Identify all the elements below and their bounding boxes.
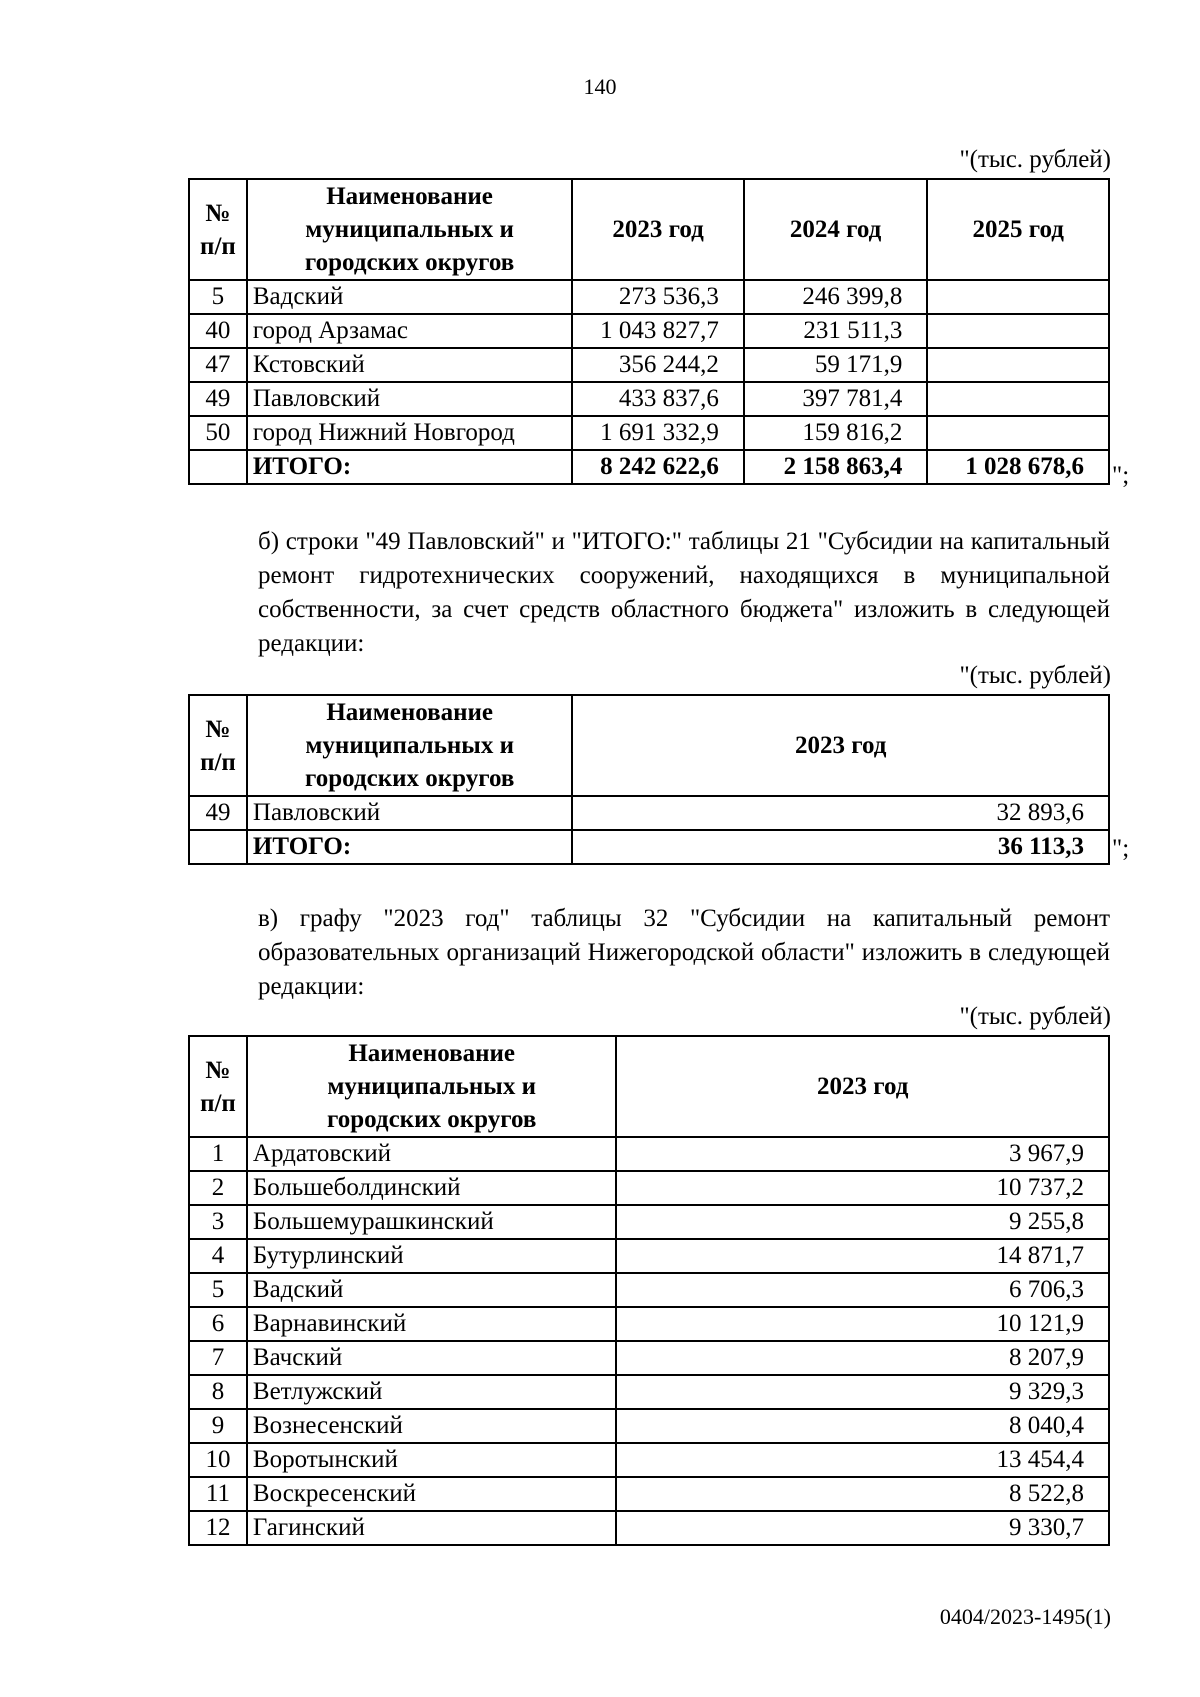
row-number: 8 bbox=[189, 1375, 247, 1409]
value-2025 bbox=[927, 314, 1109, 348]
page-number: 140 bbox=[583, 74, 617, 99]
row-number: 6 bbox=[189, 1307, 247, 1341]
value-2023: 3 967,9 bbox=[616, 1137, 1109, 1171]
row-name: Воротынский bbox=[247, 1443, 617, 1477]
row-name: Ардатовский bbox=[247, 1137, 617, 1171]
value-2023: 32 893,6 bbox=[572, 796, 1109, 830]
table-row bbox=[189, 1137, 1109, 1171]
row-name: Гагинский bbox=[247, 1511, 617, 1545]
column-header-number: № п/п bbox=[189, 1036, 247, 1137]
paragraph-b-text: б) строки "49 Павловский" и "ИТОГО:" таблицы 21 "Субсидии на капитальный ремонт гидротехнических сооружений, находящихся в муниципальной собственности, за счет средств областного бюджета" изложить в следующей редакции: bbox=[258, 528, 1110, 657]
paragraph-c bbox=[188, 902, 1110, 1004]
table-row bbox=[189, 382, 1109, 416]
row-number: 9 bbox=[189, 1409, 247, 1443]
units-label: "(тыс. рублей) bbox=[959, 146, 1111, 173]
value-2023: 10 737,2 bbox=[616, 1171, 1109, 1205]
total-2023: 36 113,3 bbox=[572, 830, 1109, 864]
total-2025: 1 028 678,6 bbox=[927, 450, 1109, 484]
value-2023: 8 207,9 bbox=[616, 1341, 1109, 1375]
total-2024: 2 158 863,4 bbox=[744, 450, 928, 484]
table-row bbox=[189, 1477, 1109, 1511]
value-2025 bbox=[927, 348, 1109, 382]
table-row bbox=[189, 416, 1109, 450]
units-label: "(тыс. рублей) bbox=[959, 1003, 1111, 1030]
column-header-number: № п/п bbox=[189, 695, 247, 796]
row-name: Вадский bbox=[247, 1273, 617, 1307]
column-header-name: Наименование муниципальных и городских округов bbox=[247, 179, 572, 280]
value-2024: 397 781,4 bbox=[744, 382, 928, 416]
row-name: Варнавинский bbox=[247, 1307, 617, 1341]
value-2024: 59 171,9 bbox=[744, 348, 928, 382]
table-row bbox=[189, 796, 1109, 830]
row-name: Воскресенский bbox=[247, 1477, 617, 1511]
value-2023: 1 691 332,9 bbox=[572, 416, 744, 450]
table-row bbox=[189, 1307, 1109, 1341]
value-2023: 9 330,7 bbox=[616, 1511, 1109, 1545]
table-row bbox=[189, 280, 1109, 314]
row-name: Вачский bbox=[247, 1341, 617, 1375]
row-name: город Арзамас bbox=[247, 314, 572, 348]
row-number: 2 bbox=[189, 1171, 247, 1205]
column-header-number: № п/п bbox=[189, 179, 247, 280]
table-row bbox=[189, 1511, 1109, 1545]
paragraph-b bbox=[188, 525, 1110, 661]
table-3 bbox=[188, 1035, 1110, 1546]
row-number: 10 bbox=[189, 1443, 247, 1477]
table-row bbox=[189, 1273, 1109, 1307]
column-header-name: Наименование муниципальных и городских округов bbox=[247, 695, 573, 796]
column-header-name: Наименование муниципальных и городских округов bbox=[247, 1036, 617, 1137]
closing-quote: "; bbox=[1112, 835, 1130, 862]
row-name: Вознесенский bbox=[247, 1409, 617, 1443]
total-row bbox=[189, 450, 1109, 484]
row-number: 5 bbox=[189, 280, 247, 314]
row-number: 40 bbox=[189, 314, 247, 348]
table-row bbox=[189, 1443, 1109, 1477]
value-2024: 159 816,2 bbox=[744, 416, 928, 450]
total-label: ИТОГО: bbox=[247, 830, 573, 864]
table-1 bbox=[188, 178, 1110, 485]
value-2023: 14 871,7 bbox=[616, 1239, 1109, 1273]
table-2 bbox=[188, 694, 1110, 865]
row-number: 47 bbox=[189, 348, 247, 382]
row-number: 49 bbox=[189, 382, 247, 416]
value-2023: 6 706,3 bbox=[616, 1273, 1109, 1307]
table-row bbox=[189, 1171, 1109, 1205]
paragraph-c-text: в) графу "2023 год" таблицы 32 "Субсидии на капитальный ремонт образовательных организаций Нижегородской области" изложить в следующей редакции: bbox=[258, 905, 1110, 1000]
row-number: 12 bbox=[189, 1511, 247, 1545]
row-name: Ветлужский bbox=[247, 1375, 617, 1409]
row-number: 7 bbox=[189, 1341, 247, 1375]
row-name: Бутурлинский bbox=[247, 1239, 617, 1273]
row-number: 49 bbox=[189, 796, 247, 830]
value-2025 bbox=[927, 382, 1109, 416]
table-row bbox=[189, 1409, 1109, 1443]
row-number: 4 bbox=[189, 1239, 247, 1273]
table-row bbox=[189, 1239, 1109, 1273]
value-2023: 9 255,8 bbox=[616, 1205, 1109, 1239]
row-name: Большемурашкинский bbox=[247, 1205, 617, 1239]
row-name: Вадский bbox=[247, 280, 572, 314]
row-name: Павловский bbox=[247, 796, 573, 830]
value-2024: 246 399,8 bbox=[744, 280, 928, 314]
value-2023: 9 329,3 bbox=[616, 1375, 1109, 1409]
column-header-2023: 2023 год bbox=[572, 179, 744, 280]
value-2023: 8 040,4 bbox=[616, 1409, 1109, 1443]
value-2024: 231 511,3 bbox=[744, 314, 928, 348]
row-number: 50 bbox=[189, 416, 247, 450]
value-2025 bbox=[927, 416, 1109, 450]
column-header-2024: 2024 год bbox=[744, 179, 928, 280]
value-2025 bbox=[927, 280, 1109, 314]
units-label: "(тыс. рублей) bbox=[959, 662, 1111, 689]
column-header-2023: 2023 год bbox=[616, 1036, 1109, 1137]
total-label: ИТОГО: bbox=[247, 450, 572, 484]
row-name: Кстовский bbox=[247, 348, 572, 382]
document-code: 0404/2023-1495(1) bbox=[939, 1604, 1111, 1629]
row-number: 5 bbox=[189, 1273, 247, 1307]
table-row bbox=[189, 1341, 1109, 1375]
row-name: город Нижний Новгород bbox=[247, 416, 572, 450]
value-2023: 1 043 827,7 bbox=[572, 314, 744, 348]
total-row bbox=[189, 830, 1109, 864]
value-2023: 10 121,9 bbox=[616, 1307, 1109, 1341]
value-2023: 433 837,6 bbox=[572, 382, 744, 416]
value-2023: 273 536,3 bbox=[572, 280, 744, 314]
closing-quote: "; bbox=[1112, 462, 1130, 489]
row-number: 1 bbox=[189, 1137, 247, 1171]
row-number: 3 bbox=[189, 1205, 247, 1239]
table-row bbox=[189, 1205, 1109, 1239]
column-header-2023: 2023 год bbox=[572, 695, 1109, 796]
value-2023: 356 244,2 bbox=[572, 348, 744, 382]
table-row bbox=[189, 1375, 1109, 1409]
column-header-2025: 2025 год bbox=[927, 179, 1109, 280]
row-name: Павловский bbox=[247, 382, 572, 416]
table-row bbox=[189, 348, 1109, 382]
total-2023: 8 242 622,6 bbox=[572, 450, 744, 484]
value-2023: 8 522,8 bbox=[616, 1477, 1109, 1511]
row-number: 11 bbox=[189, 1477, 247, 1511]
value-2023: 13 454,4 bbox=[616, 1443, 1109, 1477]
row-name: Большеболдинский bbox=[247, 1171, 617, 1205]
table-row bbox=[189, 314, 1109, 348]
